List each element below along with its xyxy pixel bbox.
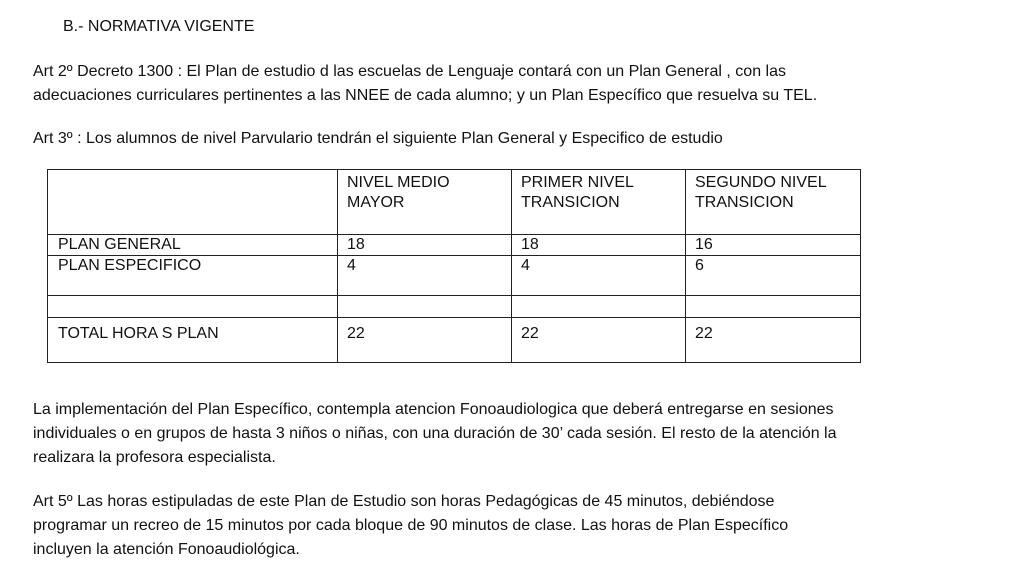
cell-total-nivel-medio: 22 [338,318,512,363]
implementation-line-2: individuales o en grupos de hasta 3 niños o niñas, con una duración de 30’ cada sesión. El resto de la atención la [33,425,837,442]
article-2-paragraph [33,60,993,108]
article-3-line-1: Art 3º : Los alumnos de nivel Parvulario tendrán el siguiente Plan General y Especifico de estudio [33,130,723,147]
article-5-line-2: programar un recreo de 15 minutos por cada bloque de 90 minutos de clase. Las horas de Plan Específico [33,517,789,534]
cell-plan-general-segundo-nivel: 16 [686,235,861,256]
cell-empty-col2 [512,296,686,318]
table-row-plan-general [48,235,861,256]
article-2-line-1: Art 2º Decreto 1300 : El Plan de estudio d las escuelas de Lenguaje contará con un Plan General , con las [33,63,786,80]
table-corner-cell [48,170,338,235]
table-header-row [48,170,861,235]
row-label-total: TOTAL HORA S PLAN [48,318,338,363]
cell-total-primer-nivel: 22 [512,318,686,363]
implementation-line-1: La implementación del Plan Específico, contempla atencion Fonoaudiologica que deberá entregarse en sesiones [33,401,834,418]
header-primer-nivel-transicion [512,170,686,235]
header-nivel-medio-mayor [338,170,512,235]
cell-empty-col3 [686,296,861,318]
cell-plan-general-nivel-medio: 18 [338,235,512,256]
section-heading: B.- NORMATIVA VIGENTE [63,18,255,35]
header-segundo-nivel-transicion [686,170,861,235]
study-plan-table [47,169,861,363]
cell-plan-especifico-segundo-nivel: 6 [686,256,861,296]
header-col3-line-2: TRANSICION [695,194,794,211]
table-row-empty [48,296,861,318]
article-5-paragraph [33,490,993,562]
cell-empty-col1 [338,296,512,318]
row-label-plan-general: PLAN GENERAL [48,235,338,256]
header-col2-line-2: TRANSICION [521,194,620,211]
article-5-line-3: incluyen la atención Fonoaudiológica. [33,541,300,558]
implementation-line-3: realizara la profesora especialista. [33,449,276,466]
header-col2-line-1: PRIMER NIVEL [521,174,634,191]
article-3-paragraph [33,127,993,151]
cell-total-segundo-nivel: 22 [686,318,861,363]
header-col1-line-2: MAYOR [347,194,405,211]
table-row-total [48,318,861,363]
cell-plan-especifico-nivel-medio: 4 [338,256,512,296]
row-label-plan-especifico: PLAN ESPECIFICO [48,256,338,296]
header-col1-line-1: NIVEL MEDIO [347,174,450,191]
cell-plan-general-primer-nivel: 18 [512,235,686,256]
row-label-empty [48,296,338,318]
article-2-line-2: adecuaciones curriculares pertinentes a las NNEE de cada alumno; y un Plan Específico que resuelva su TEL. [33,87,818,104]
implementation-paragraph [33,398,993,470]
article-5-line-1: Art 5º Las horas estipuladas de este Plan de Estudio son horas Pedagógicas de 45 minutos, debiéndose [33,493,775,510]
table-row-plan-especifico [48,256,861,296]
header-col3-line-1: SEGUNDO NIVEL [695,174,827,191]
cell-plan-especifico-primer-nivel: 4 [512,256,686,296]
